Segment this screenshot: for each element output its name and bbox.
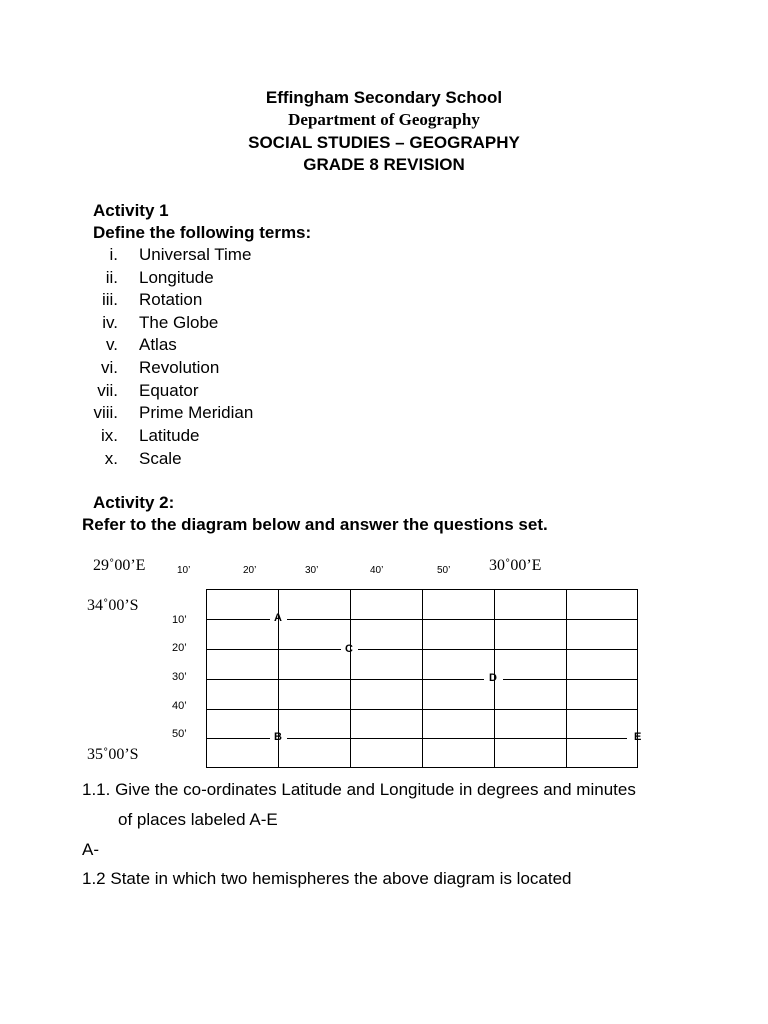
term-item: The Globe [139, 313, 219, 332]
point-label-d: D [489, 672, 497, 684]
term-item: Prime Meridian [139, 403, 254, 422]
term-item: Longitude [139, 268, 214, 287]
term-item: Rotation [139, 290, 203, 309]
point-label-c: C [345, 643, 353, 655]
activity1-instruction: Define the following terms: [93, 223, 312, 242]
activity2-title: Activity 2: [93, 493, 175, 512]
term-number: iv. [102, 313, 118, 332]
activity2-instruction: Refer to the diagram below and answer the questions set. [82, 515, 548, 534]
term-number: v. [106, 335, 118, 354]
latitude-tick: 40’ [172, 700, 187, 712]
point-label-b: B [274, 731, 282, 743]
longitude-tick: 10’ [177, 565, 191, 576]
term-number: vii. [97, 381, 118, 400]
longitude-end-label: 30˚00’E [489, 557, 542, 574]
activity1-title: Activity 1 [93, 201, 169, 220]
latitude-end-label: 35˚00’S [87, 746, 139, 763]
question-1-2: 1.2 State in which two hemispheres the above diagram is located [82, 869, 572, 888]
term-item: Equator [139, 381, 199, 400]
term-item: Revolution [139, 358, 220, 377]
term-number: ii. [105, 268, 118, 287]
longitude-tick: 50’ [437, 565, 451, 576]
term-item: Universal Time [139, 245, 252, 264]
school-name: Effingham Secondary School [265, 88, 503, 107]
point-label-a: A [274, 612, 282, 624]
answer-a-label: A- [82, 840, 99, 859]
latitude-tick: 20’ [172, 642, 187, 654]
latitude-start-label: 34˚00’S [87, 597, 139, 614]
term-number: x. [104, 449, 118, 468]
point-label-e: E [634, 731, 642, 743]
subject-title: SOCIAL STUDIES – GEOGRAPHY [248, 133, 520, 152]
term-number: i. [109, 245, 118, 264]
question-1-1: 1.1. Give the co-ordinates Latitude and Longitude in degrees and minutes [82, 780, 636, 799]
longitude-start-label: 29˚00’E [93, 557, 146, 574]
term-item: Scale [139, 449, 182, 468]
term-item: Atlas [139, 335, 177, 354]
term-number: iii. [101, 290, 118, 309]
longitude-tick: 30’ [305, 565, 319, 576]
term-number: ix. [101, 426, 118, 445]
grade-title: GRADE 8 REVISION [303, 155, 465, 174]
department-name: Department of Geography [288, 110, 480, 129]
question-1-1-continued: of places labeled A-E [118, 810, 278, 829]
term-number: vi. [101, 358, 118, 377]
term-item: Latitude [139, 426, 200, 445]
latitude-tick: 50’ [172, 728, 187, 740]
term-number: viii. [93, 403, 118, 422]
latitude-tick: 30’ [172, 671, 187, 683]
longitude-tick: 20’ [243, 565, 257, 576]
longitude-tick: 40’ [370, 565, 384, 576]
latitude-tick: 10’ [172, 614, 187, 626]
